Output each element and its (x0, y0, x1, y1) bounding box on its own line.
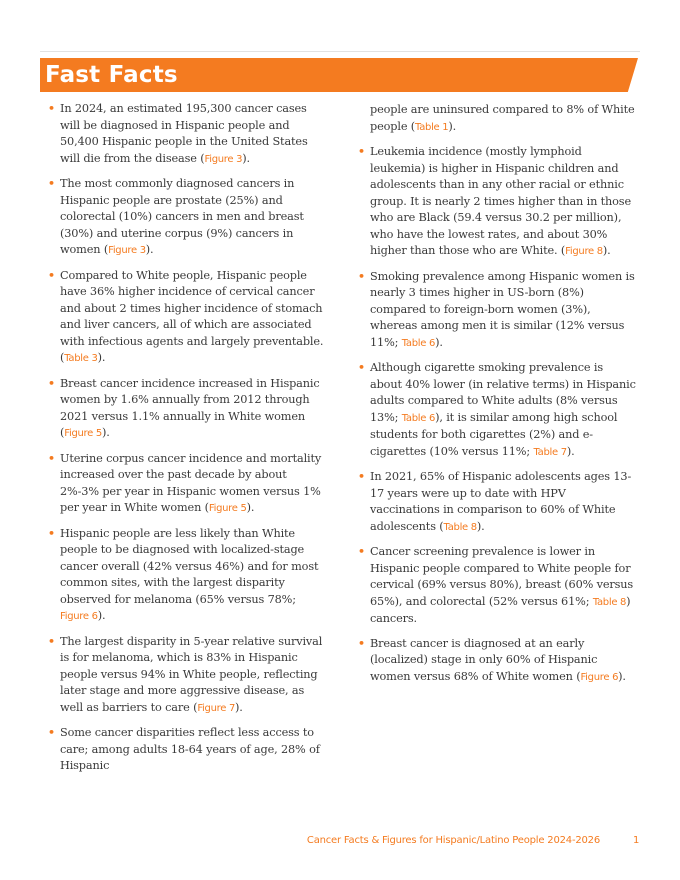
fact-bullet (48, 526, 328, 626)
continued-bullet-text (358, 102, 638, 136)
bullet-dot-icon: • (48, 526, 55, 540)
bullet-text: Cancer screening prevalence is lower in Hispanic people compared to White people for cervical (69% versus 80%), breast (60% versus 65%), and colorectal (52% versus 61%; (370, 545, 634, 608)
figure-table-link[interactable]: Table 8 (443, 521, 477, 533)
page-title: Fast Facts (45, 62, 178, 88)
bullet-dot-icon: • (48, 102, 55, 115)
fact-bullet (358, 269, 638, 353)
figure-table-link[interactable]: Table 7 (533, 446, 567, 458)
bullet-text: Leukemia incidence (mostly lymphoid leukemia) is higher in Hispanic children and adolescents than in any other racial or ethnic group. It is nearly 2 times higher than in those who are Black (59.4 versus 30.2 per million), who have the lowest rates, and about 30% higher than those who are White. ( (370, 145, 631, 257)
bullet-text: ). (97, 351, 106, 364)
bullet-text: ). (448, 119, 457, 133)
fact-bullet (48, 376, 328, 443)
bullet-text: Smoking prevalence among Hispanic women is nearly 3 times higher in US-born (8%) compared to foreign-born women (3%), whereas among men it is similar (12% versus 11%; (370, 269, 635, 349)
figure-table-link[interactable]: Figure 3 (204, 153, 243, 165)
fact-bullet (48, 451, 328, 518)
bullet-dot-icon: • (358, 269, 365, 283)
fact-bullet (358, 544, 638, 628)
fact-bullet (358, 636, 638, 687)
fact-bullet (48, 634, 328, 718)
bullet-text: ). (618, 669, 626, 683)
figure-table-link[interactable]: Table 6 (401, 412, 436, 424)
right-column (358, 102, 638, 694)
figure-table-link[interactable]: Figure 3 (108, 245, 146, 256)
bullet-text: ). (602, 244, 611, 257)
bullet-dot-icon: • (48, 268, 55, 282)
figure-table-link[interactable]: Figure 6 (580, 671, 619, 683)
fact-bullet (48, 725, 328, 775)
footer-title: Cancer Facts & Figures for Hispanic/Latino People 2024-2026 (306, 835, 600, 846)
figure-table-link[interactable]: Table 8 (592, 596, 627, 608)
bullet-text: Some cancer disparities reflect less access to care; among adults 18-64 years of age, 28% of Hispanic (60, 726, 320, 772)
figure-table-link[interactable]: Figure 5 (64, 428, 102, 439)
bullet-text: Hispanic people are less likely than White people to be diagnosed with localized-stage cancer overall (42% versus 46%) and for most common sites, with the largest disparity observed for melanoma (65% versus 78%; (60, 526, 319, 606)
bullet-dot-icon: • (358, 145, 365, 158)
bullet-dot-icon: • (358, 361, 365, 374)
bullet-text: In 2021, 65% of Hispanic adolescents ages 13-17 years were up to date with HPV vaccinations in comparison to 60% of White adolescents ( (370, 470, 632, 533)
top-divider (40, 51, 640, 52)
figure-table-link[interactable]: Figure 7 (197, 702, 236, 714)
fact-bullet (358, 144, 638, 261)
bullet-text: ). (242, 151, 250, 165)
bullet-text: ). (101, 426, 110, 439)
bullet-dot-icon: • (48, 726, 55, 739)
bullet-dot-icon: • (358, 545, 365, 558)
bullet-dot-icon: • (48, 451, 55, 465)
bullet-text: people are uninsured compared to 8% of White people ( (370, 103, 635, 133)
fact-bullet (48, 101, 328, 168)
bullet-dot-icon: • (48, 177, 55, 190)
bullet-text: The most commonly diagnosed cancers in Hispanic people are prostate (25%) and colorectal (10%) cancers in men and breast (30%) and uterine corpus (9%) cancers in women ( (60, 177, 304, 256)
bullet-text: ). (476, 519, 485, 533)
bullet-text: ). (566, 444, 575, 458)
bullet-dot-icon: • (358, 636, 365, 650)
figure-table-link[interactable]: Figure 6 (60, 611, 98, 622)
bullet-text: ). (235, 700, 243, 714)
figure-table-link[interactable]: Table 3 (64, 353, 98, 364)
bullet-dot-icon: • (48, 634, 55, 648)
fact-bullet (48, 176, 328, 260)
bullet-text: Breast cancer is diagnosed at an early (localized) stage in only 60% of Hispanic women versus 68% of White women ( (370, 636, 598, 683)
bullet-text: ) cancers. (370, 594, 631, 625)
figure-table-link[interactable]: Table 6 (401, 337, 436, 349)
figure-table-link[interactable]: Figure 5 (208, 503, 247, 514)
figure-table-link[interactable]: Figure 8 (565, 246, 603, 257)
bullet-text: ), it is similar among high school students for both cigarettes (2%) and e-cigarettes (10% versus 11%; (370, 410, 618, 458)
bullet-text: ). (435, 335, 443, 349)
bullet-text: ). (97, 609, 106, 622)
page-number: 1 (633, 835, 640, 846)
bullet-text: Although cigarette smoking prevalence is about 40% lower (in relative terms) in Hispanic adults compared to White adults (8% versus 13%; (370, 361, 636, 424)
bullet-dot-icon: • (358, 470, 365, 483)
fact-bullet (48, 268, 328, 368)
bullet-text: The largest disparity in 5-year relative survival is for melanoma, which is 83% in Hispanic people versus 94% in White people, reflecting later stage and more aggressive disease, as well as barriers to care ( (60, 634, 323, 714)
bullet-dot-icon: • (48, 376, 55, 390)
fact-bullet (358, 469, 638, 536)
bullet-text: In 2024, an estimated 195,300 cancer cases will be diagnosed in Hispanic people and 50,400 Hispanic people in the United States will die from the disease ( (60, 102, 308, 165)
bullet-text: ). (145, 243, 154, 256)
bullet-text: Uterine corpus cancer incidence and mortality increased over the past decade by about 2%-3% per year in Hispanic women versus 1% per year in White women ( (60, 451, 322, 514)
left-column (48, 101, 328, 783)
fact-bullet (358, 360, 638, 461)
bullet-text: ). (246, 501, 255, 514)
figure-table-link[interactable]: Table 1 (415, 121, 449, 133)
bullet-text: Compared to White people, Hispanic people have 36% higher incidence of cervical cancer and about 2 times higher incidence of stomach and liver cancers, all of which are associated with infectious agents and largely preventable. ( (60, 268, 324, 364)
bullet-text: Breast cancer incidence increased in Hispanic women by 1.6% annually from 2012 through 2021 versus 1.1% annually in White women ( (60, 376, 320, 439)
